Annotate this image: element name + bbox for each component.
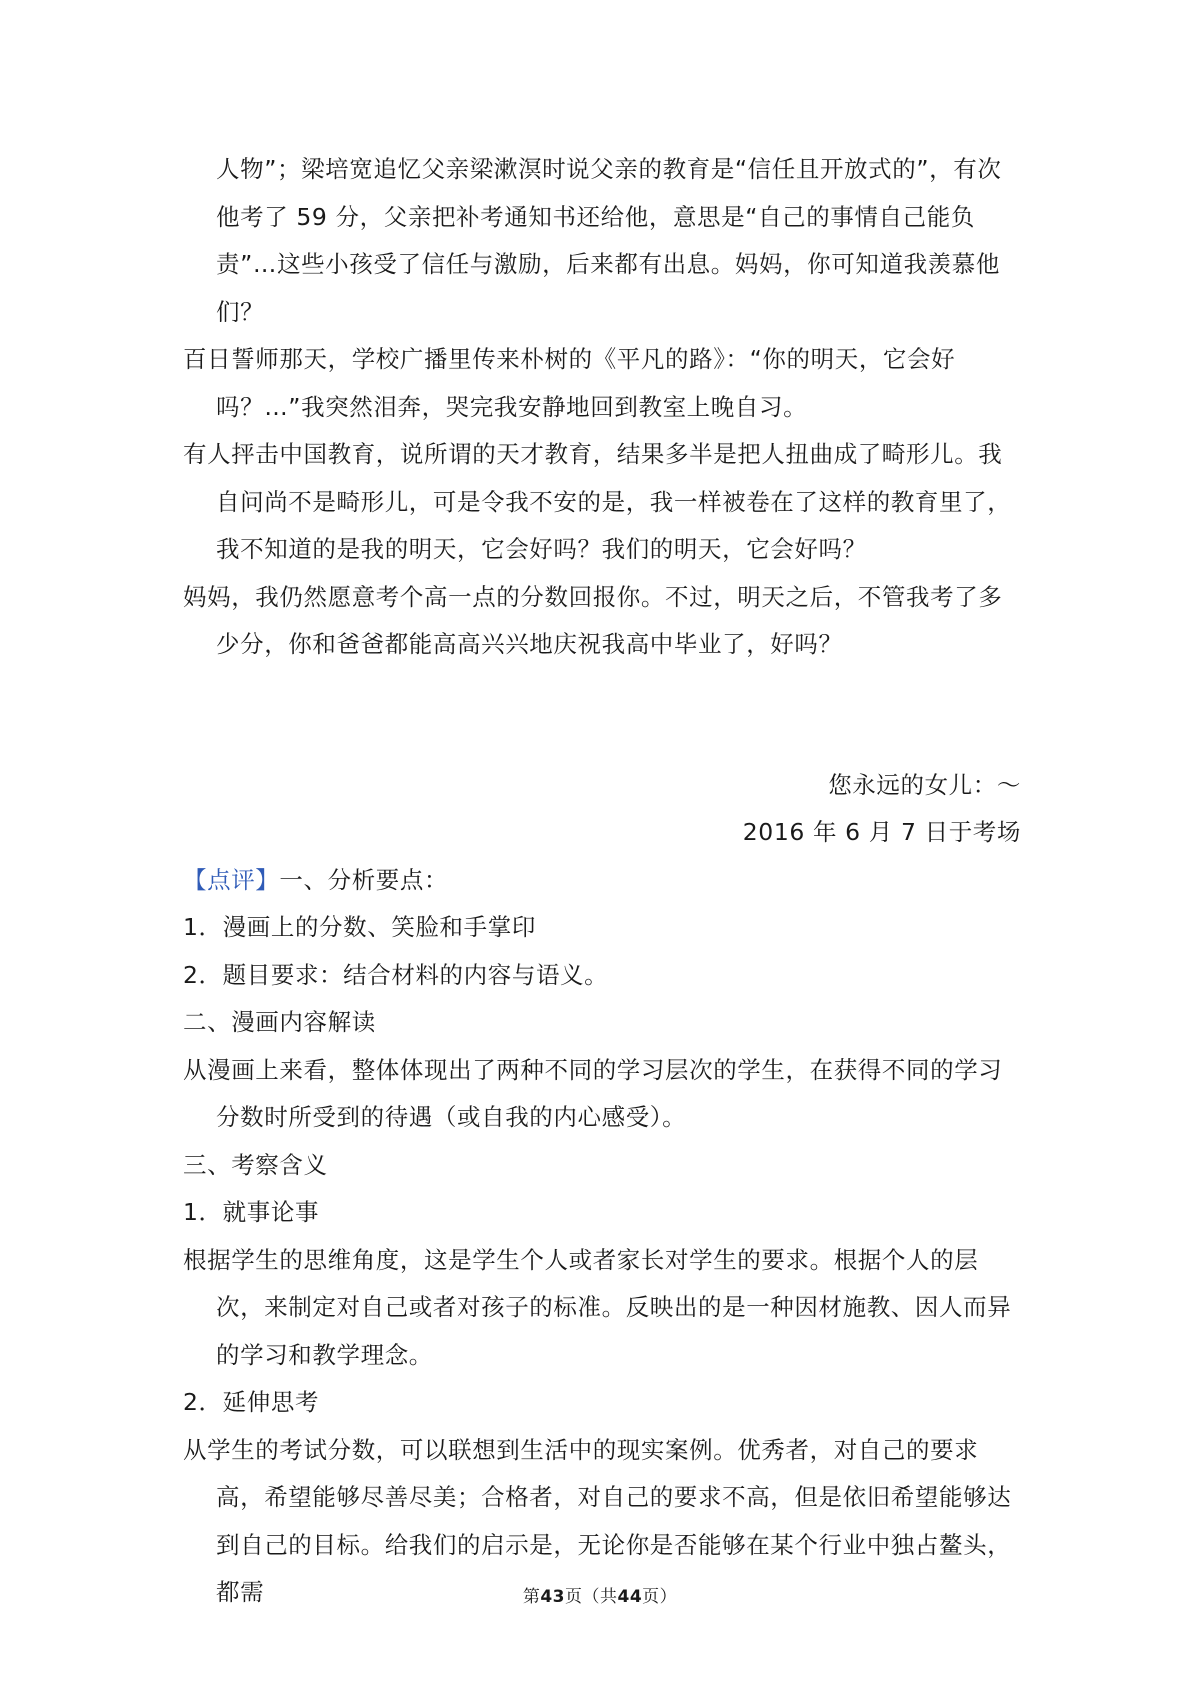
section-2-title: 二、漫画内容解读 — [183, 1008, 376, 1036]
subsection-1-text: 根据学生的思维角度，这是学生个人或者家长对学生的要求。根据个人的层次，来制定对自己或者对孩子的标准。反映出的是一种因材施教、因人而异的学习和教学理念。 — [183, 1245, 1012, 1369]
footer-prefix: 第 — [522, 1587, 541, 1607]
subsection-2-title: 2．延伸思考 — [183, 1388, 320, 1416]
letter-paragraph-1: 人物”；梁培宽追忆父亲梁漱溟时说父亲的教育是“信任且开放式的”，有次他考了 59 分，父亲把补考通知书还给他，意思是“自己的事情自己能负责”…这些小孩受了信任与激励，后来都有出息。妈妈，你可知道我羡慕他们？ — [216, 155, 1002, 326]
letter-date: 2016 年 6 月 7 日于考场 — [742, 818, 1021, 846]
spacer — [183, 669, 1025, 762]
page-content — [183, 146, 1025, 1617]
section-2-text: 从漫画上来看，整体体现出了两种不同的学习层次的学生，在获得不同的学习分数时所受到的待遇（或自我的内心感受）。 — [183, 1055, 1003, 1131]
review-point-1: 1．漫画上的分数、笑脸和手掌印 — [183, 913, 536, 941]
footer-suffix: 页） — [642, 1587, 678, 1607]
footer-middle: 页（共 — [565, 1587, 618, 1607]
footer-page-number: 43 — [540, 1587, 565, 1607]
letter-paragraph-4: 妈妈，我仍然愿意考个高一点的分数回报你。不过，明天之后，不管我考了多少分，你和爸爸都能高高兴兴地庆祝我高中毕业了，好吗？ — [183, 582, 1003, 658]
letter-paragraph-3: 有人抨击中国教育，说所谓的天才教育，结果多半是把人扭曲成了畸形儿。我自问尚不是畸形儿，可是令我不安的是，我一样被卷在了这样的教育里了，我不知道的是我的明天，它会好吗？我们的明天，它会好吗？ — [183, 440, 1012, 563]
review-heading-line — [183, 857, 1025, 905]
review-label: 【点评】 — [183, 865, 280, 894]
review-point-2: 2．题目要求：结合材料的内容与语义。 — [183, 960, 609, 989]
footer-total-pages: 44 — [617, 1587, 643, 1607]
section-3-title: 三、考察含义 — [183, 1150, 328, 1179]
subsection-2-text: 从学生的考试分数，可以联想到生活中的现实案例。优秀者，对自己的要求高，希望能够尽善尽美；合格者，对自己的要求不高，但是依旧希望能够达到自己的目标。给我们的启示是，无论你是否能够在某个行业中独占鳌头，都需 — [183, 1435, 1012, 1606]
letter-signature: 您永远的女儿：～ — [828, 770, 1021, 799]
page-footer — [0, 1582, 1200, 1607]
review-heading: 一、分析要点： — [279, 865, 449, 894]
letter-paragraph-2: 百日誓师那天，学校广播里传来朴树的《平凡的路》：“你的明天，它会好吗？…”我突然泪奔，哭完我安静地回到教室上晚自习。 — [183, 345, 956, 421]
subsection-1-title: 1．就事论事 — [183, 1198, 320, 1226]
